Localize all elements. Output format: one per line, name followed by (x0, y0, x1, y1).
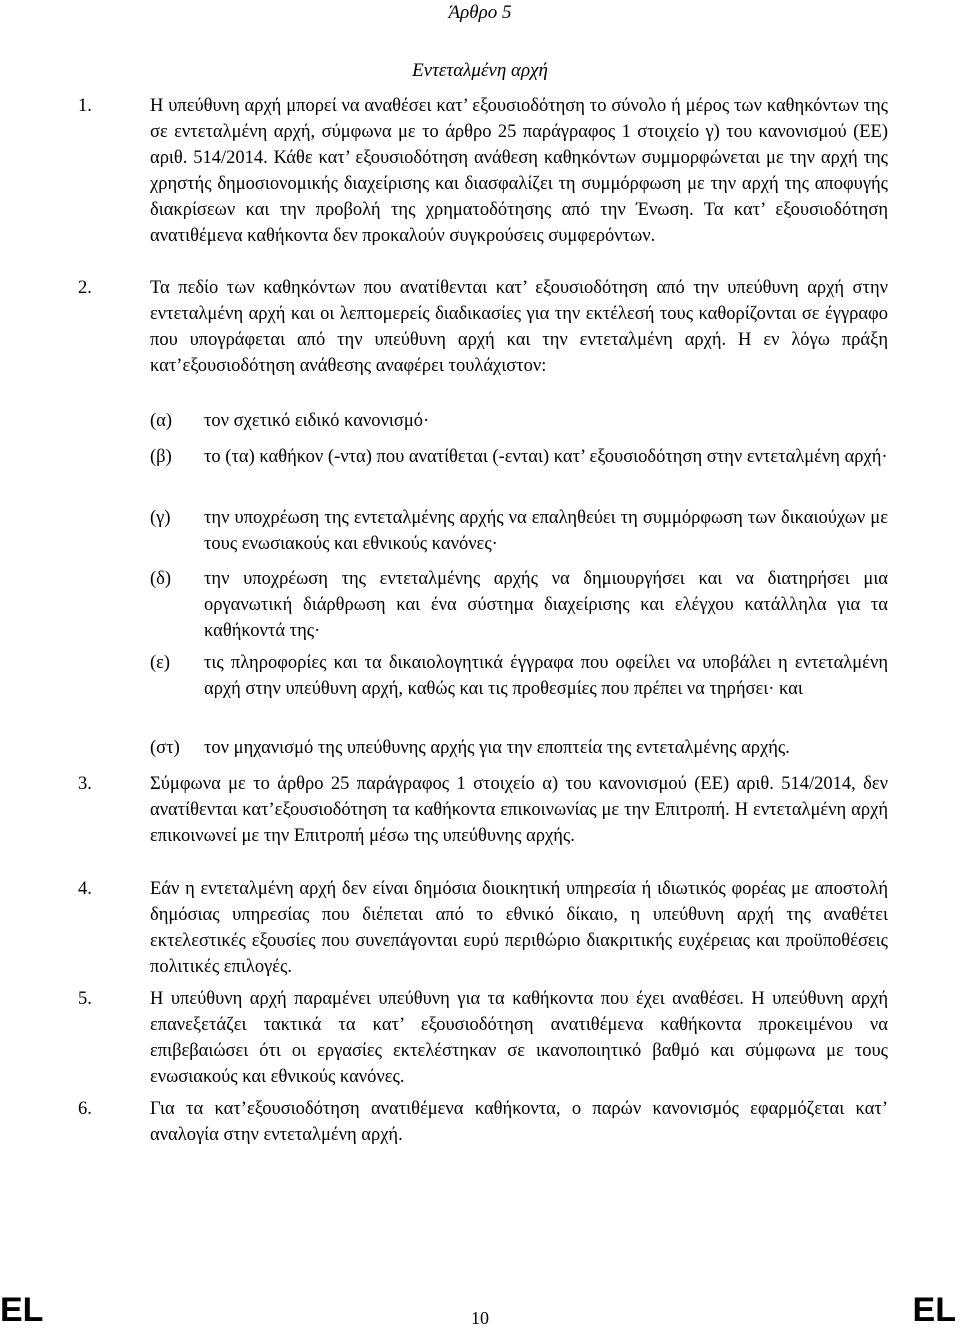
paragraph-1 (78, 93, 888, 249)
paragraph-number: 3. (78, 774, 92, 794)
list-item-label: (ε) (150, 653, 171, 673)
paragraph-number: 6. (78, 1099, 92, 1119)
list-item-e (150, 650, 888, 702)
language-code-left: EL (0, 1291, 44, 1329)
paragraph-number: 4. (78, 879, 92, 899)
paragraph-text: Εάν η εντεταλμένη αρχή δεν είναι δημόσια διοικητική υπηρεσία ή ιδιωτικός φορέας με αποστολή δημόσιας υπηρεσίας που διέπεται από το εθνικό δίκαιο, η υπεύθυνη αρχή της αναθέτει εκτελεστικές εξουσίες που συνεπάγονται ευρύ περιθώριο διακριτικής ευχέρειας και προϋποθέσεις πολιτικές επιλογές. (150, 879, 888, 977)
list-item-label: (στ) (150, 738, 180, 758)
article-heading: Άρθρο 5 (448, 2, 512, 23)
list-item-text: τον μηχανισμό της υπεύθυνης αρχής για την εποπτεία της εντεταλμένης αρχής. (204, 738, 790, 758)
paragraph-6 (78, 1096, 888, 1148)
paragraph-text: Η υπεύθυνη αρχή μπορεί να αναθέσει κατ’ εξουσιοδότηση το σύνολο ή μέρος των καθηκόντων της σε εντεταλμένη αρχή, σύμφωνα με το άρθρο 25 παράγραφος 1 στοιχείο γ) του κανονισμού (ΕΕ) αριθ. 514/2014. Κάθε κατ’ εξουσιοδότηση ανάθεση καθηκόντων συμμορφώνεται με την αρχή της χρηστής δημοσιονομικής διαχείρισης και διασφαλίζει τη συμμόρφωση με την αρχή της αποφυγής διακρίσεων και την προβολή της χρηματοδότησης από την Ένωση. Τα κατ’ εξουσιοδότηση ανατιθέμενα καθήκοντα δεν προκαλούν συγκρούσεις συμφερόντων. (150, 96, 888, 246)
list-item-text: τον σχετικό ειδικό κανονισμό· (204, 411, 430, 431)
list-item-text: την υποχρέωση της εντεταλμένης αρχής να επαληθεύει τη συμμόρφωση των δικαιούχων με τους ενωσιακούς και εθνικούς κανόνες· (204, 508, 888, 554)
paragraph-text: Τα πεδίο των καθηκόντων που ανατίθενται κατ’ εξουσιοδότηση από την υπεύθυνη αρχή στην εντεταλμένη αρχή και οι λεπτομερείς διαδικασίες για την εκτέλεσή τους καθορίζονται σε έγγραφο που υπογράφεται από την υπεύθυνη αρχή και την εντεταλμένη αρχή. Η εν λόγω πράξη κατ’εξουσιοδότηση ανάθεσης αναφέρει τουλάχιστον: (150, 278, 888, 376)
paragraph-text: Η υπεύθυνη αρχή παραμένει υπεύθυνη για τα καθήκοντα που έχει αναθέσει. Η υπεύθυνη αρχή επανεξετάζει τακτικά τα κατ’ εξουσιοδότηση ανατιθέμενα καθήκοντα προκειμένου να επιβεβαιώσει ότι οι εργασίες εκτελέστηκαν σε ικανοποιητικό βαθμό και σύμφωνα με τους ενωσιακούς και εθνικούς κανόνες. (150, 989, 888, 1087)
list-item-label: (δ) (150, 569, 172, 589)
paragraph-5 (78, 986, 888, 1090)
paragraph-number: 5. (78, 989, 92, 1009)
list-item-d (150, 566, 888, 644)
list-item-a (150, 408, 888, 434)
list-item-f (150, 735, 888, 761)
list-item-text: την υποχρέωση της εντεταλμένης αρχής να δημιουργήσει και να διατηρήσει μια οργανωτική διάρθρωση και ένα σύστημα διαχείρισης και ελέγχου κατάλληλα για τα καθήκοντά της· (204, 569, 888, 641)
list-item-label: (γ) (150, 508, 171, 528)
page-number: 10 (471, 1308, 489, 1328)
list-item-label: (β) (150, 447, 172, 467)
paragraph-text: Σύμφωνα με το άρθρο 25 παράγραφος 1 στοιχείο α) του κανονισμού (ΕΕ) αριθ. 514/2014, δεν ανατίθενται κατ’εξουσιοδότηση τα καθήκοντα επικοινωνίας με την Επιτροπή. Η εντεταλμένη αρχή επικοινωνεί με την Επιτροπή μέσω της υπεύθυνης αρχής. (150, 774, 888, 846)
language-code-right: EL (912, 1291, 956, 1329)
paragraph-number: 1. (78, 96, 92, 116)
paragraph-2 (78, 275, 888, 379)
list-item-text: το (τα) καθήκον (-ντα) που ανατίθεται (-ενται) κατ’ εξουσιοδότηση στην εντεταλμένη αρχή· (204, 447, 888, 467)
paragraph-3 (78, 771, 888, 849)
list-item-c (150, 505, 888, 557)
list-item-label: (α) (150, 411, 173, 431)
paragraph-4 (78, 876, 888, 980)
article-title: Εντεταλμένη αρχή (412, 60, 548, 81)
paragraph-text: Για τα κατ’εξουσιοδότηση ανατιθέμενα καθήκοντα, ο παρών κανονισμός εφαρμόζεται κατ’ αναλογία στην εντεταλμένη αρχή. (150, 1099, 888, 1145)
paragraph-number: 2. (78, 278, 92, 298)
list-item-text: τις πληροφορίες και τα δικαιολογητικά έγγραφα που οφείλει να υποβάλει η εντεταλμένη αρχή στην υπεύθυνη αρχή, καθώς και τις προθεσμίες που πρέπει να τηρήσει· και (204, 653, 888, 699)
list-item-b (150, 444, 888, 470)
